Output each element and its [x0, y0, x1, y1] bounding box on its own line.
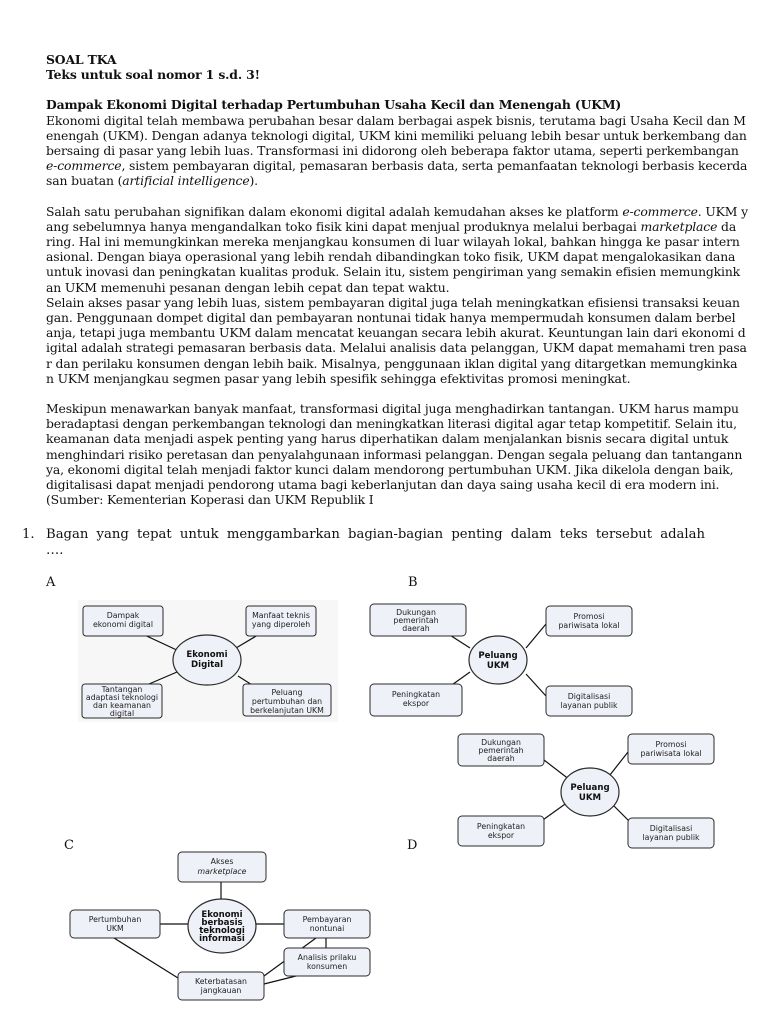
doc-title: SOAL TKA	[46, 52, 117, 67]
option-label-a[interactable]: A	[46, 575, 56, 590]
node-label: pemerintah	[393, 616, 439, 625]
text-line: an UKM memenuhi pesanan dengan lebih cepat dan tepat waktu.	[46, 279, 450, 295]
diagram-c[interactable]	[66, 848, 378, 1016]
text-line: keamanan data menjadi aspek penting yang harus diperhatikan dalam menjalankan bisnis secara digital untuk	[46, 431, 729, 447]
text-line: ring. Hal ini memungkinkan mereka menjangkau konsumen di luar wilayah lokal, bahkan hingga ke pasar intern	[46, 234, 740, 250]
option-label-c[interactable]: C	[64, 838, 74, 853]
node-label: daerah	[487, 754, 515, 763]
node-label: Dampak	[106, 611, 140, 620]
text-line: igital adalah strategi pemasaran berbasis data. Melalui analisis data pelanggan, UKM dapat memahami tren pasa	[46, 340, 747, 356]
text-line: r dan perilaku konsumen dengan lebih baik. Misalnya, penggunaan iklan digital yang ditargetkan memungkinka	[46, 355, 738, 371]
center-label: UKM	[486, 661, 510, 671]
node-label: pemerintah	[478, 746, 524, 755]
paragraph-2	[46, 204, 766, 386]
node-label: pariwisata lokal	[558, 621, 620, 630]
question-number: 1.	[22, 527, 35, 542]
text-line	[46, 219, 766, 234]
diagram-b[interactable]	[366, 600, 638, 722]
text-span: da	[717, 218, 737, 234]
paragraph-3	[46, 401, 766, 507]
center-label: teknologi	[199, 926, 245, 936]
node-label: Promosi	[655, 740, 687, 749]
question-sentence: Bagan yang tepat untuk menggambarkan bagian-bagian penting dalam teks tersebut adalah	[46, 527, 705, 542]
edge-line	[526, 624, 546, 648]
node-label: Peningkatan	[391, 690, 441, 699]
text-span: ang sebelumnya hanya mengandalkan toko fisik kini dapat menjual produknya melalui berbagai	[46, 218, 641, 234]
center-label: Peluang	[478, 651, 518, 661]
node-label: yang diperoleh	[251, 620, 311, 629]
node-label: dan keamanan	[93, 701, 151, 710]
text-line	[46, 173, 766, 188]
center-label: berbasis	[201, 918, 243, 928]
node-label: ekspor	[487, 831, 515, 840]
node-label: ekspor	[402, 699, 430, 708]
text-line: anja, tetapi juga membantu UKM dalam mencatat keuangan secara lebih akurat. Keuntungan lain dari ekonomi d	[46, 325, 746, 341]
doc-subtitle: Teks untuk soal nomor 1 s.d. 3!	[46, 67, 260, 83]
node-label: pariwisata lokal	[640, 749, 702, 758]
text-body	[46, 52, 766, 507]
text-line: enengah (UKM). Dengan adanya teknologi digital, UKM kini memiliki peluang lebih besar untuk berkembang dan	[46, 127, 747, 143]
node-label: Dukungan	[481, 738, 521, 747]
diagram-a[interactable]	[78, 600, 338, 722]
node-label: UKM	[106, 924, 124, 933]
text-span: . UKM y	[697, 203, 748, 219]
node-label: Peningkatan	[476, 822, 526, 831]
text-line: untuk inovasi dan peningkatan kualitas produk. Selain itu, sistem pengiriman yang semakin efisien memungkink	[46, 264, 741, 280]
center-label: Ekonomi	[186, 650, 228, 660]
node-label: Peluang	[271, 688, 303, 697]
node-label: ekonomi digital	[93, 620, 153, 629]
text-line: gan. Penggunaan dompet digital dan pembayaran nontunai tidak hanya mempermudah konsumen dalam berbel	[46, 310, 736, 326]
paragraph-1	[46, 113, 766, 189]
text-span: san buatan (	[46, 173, 123, 189]
text-line	[46, 204, 766, 219]
source-citation: (Sumber: Kementerian Koperasi dan UKM Republik I	[46, 492, 374, 508]
diagram-d[interactable]	[452, 730, 720, 854]
center-label: UKM	[578, 793, 602, 803]
edge-line	[526, 674, 546, 696]
node-label: Pembayaran	[302, 915, 352, 924]
edge-line	[544, 760, 570, 780]
text-line: menghindari risiko peretasan dan penyalahgunaan informasi pelanggan. Dengan segala peluang dan tantangann	[46, 446, 743, 462]
node-label: pertumbuhan dan	[251, 697, 323, 706]
node-label: Digitalisasi	[567, 692, 611, 701]
center-label: Peluang	[570, 783, 610, 793]
node-label: marketplace	[197, 867, 247, 876]
node-label: Digitalisasi	[649, 824, 693, 833]
node-label: Dukungan	[396, 608, 436, 617]
text-span: ).	[249, 173, 258, 189]
question-ellipsis: ….	[46, 543, 64, 558]
node-label: konsumen	[306, 962, 348, 971]
center-label: Ekonomi	[201, 910, 243, 920]
text-line: Meskipun menawarkan banyak manfaat, transformasi digital juga menghadirkan tantangan. UKM harus mampu	[46, 401, 739, 417]
text-line: Ekonomi digital telah membawa perubahan besar dalam berbagai aspek bisnis, terutama bagi Usaha Kecil dan M	[46, 112, 746, 128]
text-line: asional. Dengan biaya operasional yang lebih rendah dibandingkan toko fisik, UKM dapat mengalokasikan dana	[46, 249, 736, 265]
option-label-d[interactable]: D	[407, 838, 418, 853]
node-label: layanan publik	[642, 833, 700, 842]
node-label: jangkauan	[200, 986, 242, 995]
option-label-b[interactable]: B	[408, 575, 418, 590]
text-line: digitalisasi dapat menjadi pendorong utama bagi keberlanjutan dan daya saing usaha kecil di era modern ini.	[46, 477, 720, 493]
node-label: Pertumbuhan	[88, 915, 142, 924]
italic-term: artificial intelligence	[122, 173, 250, 189]
text-line: n UKM menjangkau segmen pasar yang lebih spesifik sehingga efektivitas promosi meningkat.	[46, 370, 631, 386]
text-span: Salah satu perubahan signifikan dalam ekonomi digital adalah kemudahan akses ke platform	[46, 203, 623, 219]
text-line: ya, ekonomi digital telah menjadi faktor kunci dalam mendorong pertumbuhan UKM. Jika dikelola dengan baik,	[46, 461, 734, 477]
edge-line	[114, 938, 178, 978]
text-line: beradaptasi dengan perkembangan teknologi dan meningkatkan literasi digital agar tetap kompetitif. Selain itu,	[46, 416, 737, 432]
italic-term: marketplace	[640, 218, 718, 234]
node-label: Promosi	[573, 612, 605, 621]
center-label: informasi	[199, 934, 245, 944]
node-label: Tantangan	[101, 685, 143, 694]
node-label: Analisis prilaku	[297, 953, 357, 962]
center-label: Digital	[190, 660, 224, 670]
node-label: Akses	[210, 857, 234, 866]
italic-term: e-commerce	[622, 203, 698, 219]
node-label: Keterbatasan	[195, 977, 247, 986]
node-label: nontunai	[309, 924, 345, 933]
node-label: berkelanjutan UKM	[250, 706, 324, 715]
article-heading: Dampak Ekonomi Digital terhadap Pertumbuhan Usaha Kecil dan Menengah (UKM)	[46, 97, 622, 113]
node-label: digital	[109, 709, 135, 718]
node-label: adaptasi teknologi	[85, 693, 159, 702]
text-line: bersaing di pasar yang lebih luas. Transformasi ini didorong oleh beberapa faktor utama, seperti perkembangan	[46, 143, 739, 159]
text-span: , sistem pembayaran digital, pemasaran berbasis data, serta pemanfaatan teknologi berbasis kecerda	[121, 158, 748, 174]
node-label: daerah	[402, 624, 430, 633]
question-text	[46, 527, 762, 559]
node-label: layanan publik	[560, 701, 618, 710]
text-line: Selain akses pasar yang lebih luas, sistem pembayaran digital juga telah meningkatkan efisiensi transaksi keuan	[46, 294, 740, 310]
text-line	[46, 158, 766, 173]
italic-term: e-commerce	[46, 158, 122, 174]
node-label: Manfaat teknis	[252, 611, 310, 620]
